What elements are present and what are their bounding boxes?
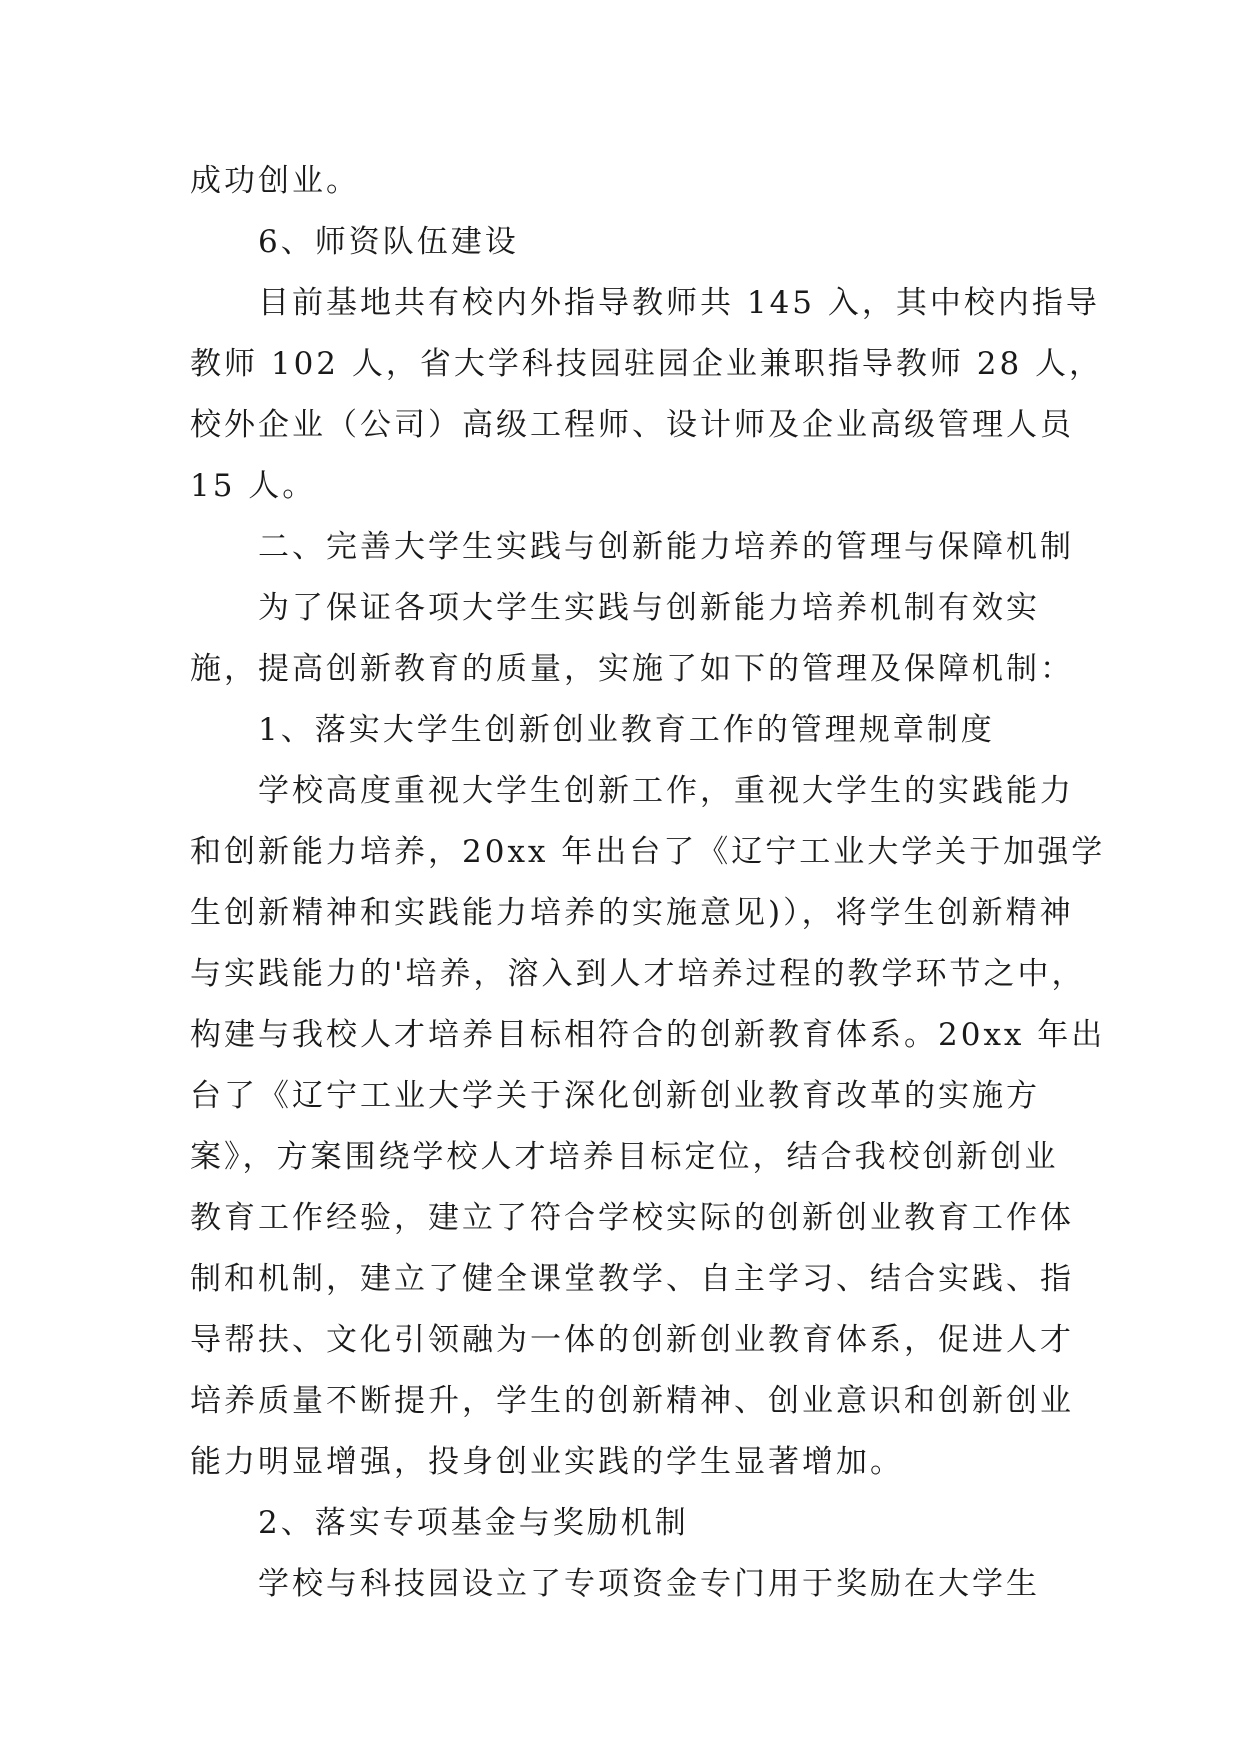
body-text-line: 台了《辽宁工业大学关于深化创新创业教育改革的实施方 <box>190 1078 1040 1114</box>
paragraph-first-line: 目前基地共有校内外指导教师共 145 入，其中校内指导 <box>258 285 1100 321</box>
body-text-line: 成功创业。 <box>190 163 360 199</box>
body-text-line: 校外企业（公司）高级工程师、设计师及企业高级管理人员 <box>190 407 1074 443</box>
body-text-line: 案》，方案围绕学校人才培养目标定位，结合我校创新创业 <box>190 1139 1059 1175</box>
body-text-line: 施，提高创新教育的质量，实施了如下的管理及保障机制： <box>190 651 1074 687</box>
paragraph-first-line: 学校高度重视大学生创新工作，重视大学生的实践能力 <box>258 773 1074 809</box>
body-text-line: 制和机制，建立了健全课堂教学、自主学习、结合实践、指 <box>190 1261 1074 1297</box>
body-text-line: 和创新能力培养，20xx 年出台了《辽宁工业大学关于加强学 <box>190 834 1106 870</box>
paragraph-first-line: 学校与科技园设立了专项资金专门用于奖励在大学生 <box>258 1566 1040 1602</box>
body-text-line: 导帮扶、文化引领融为一体的创新创业教育体系，促进人才 <box>190 1322 1074 1358</box>
body-text-line: 与实践能力的'培养，溶入到人才培养过程的教学环节之中， <box>190 956 1086 992</box>
section-heading: 2、落实专项基金与奖励机制 <box>258 1505 689 1541</box>
body-text-line: 教师 102 人，省大学科技园驻园企业兼职指导教师 28 人， <box>190 346 1104 382</box>
section-heading: 6、师资队伍建设 <box>258 224 519 260</box>
body-text-line: 培养质量不断提升，学生的创新精神、创业意识和创新创业 <box>190 1383 1074 1419</box>
body-text-line: 15 人。 <box>190 468 317 504</box>
section-heading: 1、落实大学生创新创业教育工作的管理规章制度 <box>258 712 995 748</box>
body-text-line: 能力明显增强，投身创业实践的学生显著增加。 <box>190 1444 904 1480</box>
body-text-line: 教育工作经验，建立了符合学校实际的创新创业教育工作体 <box>190 1200 1074 1236</box>
paragraph-first-line: 为了保证各项大学生实践与创新能力培养机制有效实 <box>258 590 1040 626</box>
body-text-line: 生创新精神和实践能力培养的实施意见)），将学生创新精神 <box>190 895 1074 931</box>
body-text-line: 构建与我校人才培养目标相符合的创新教育体系。20xx 年出 <box>190 1017 1106 1053</box>
section-heading: 二、完善大学生实践与创新能力培养的管理与保障机制 <box>258 529 1074 565</box>
